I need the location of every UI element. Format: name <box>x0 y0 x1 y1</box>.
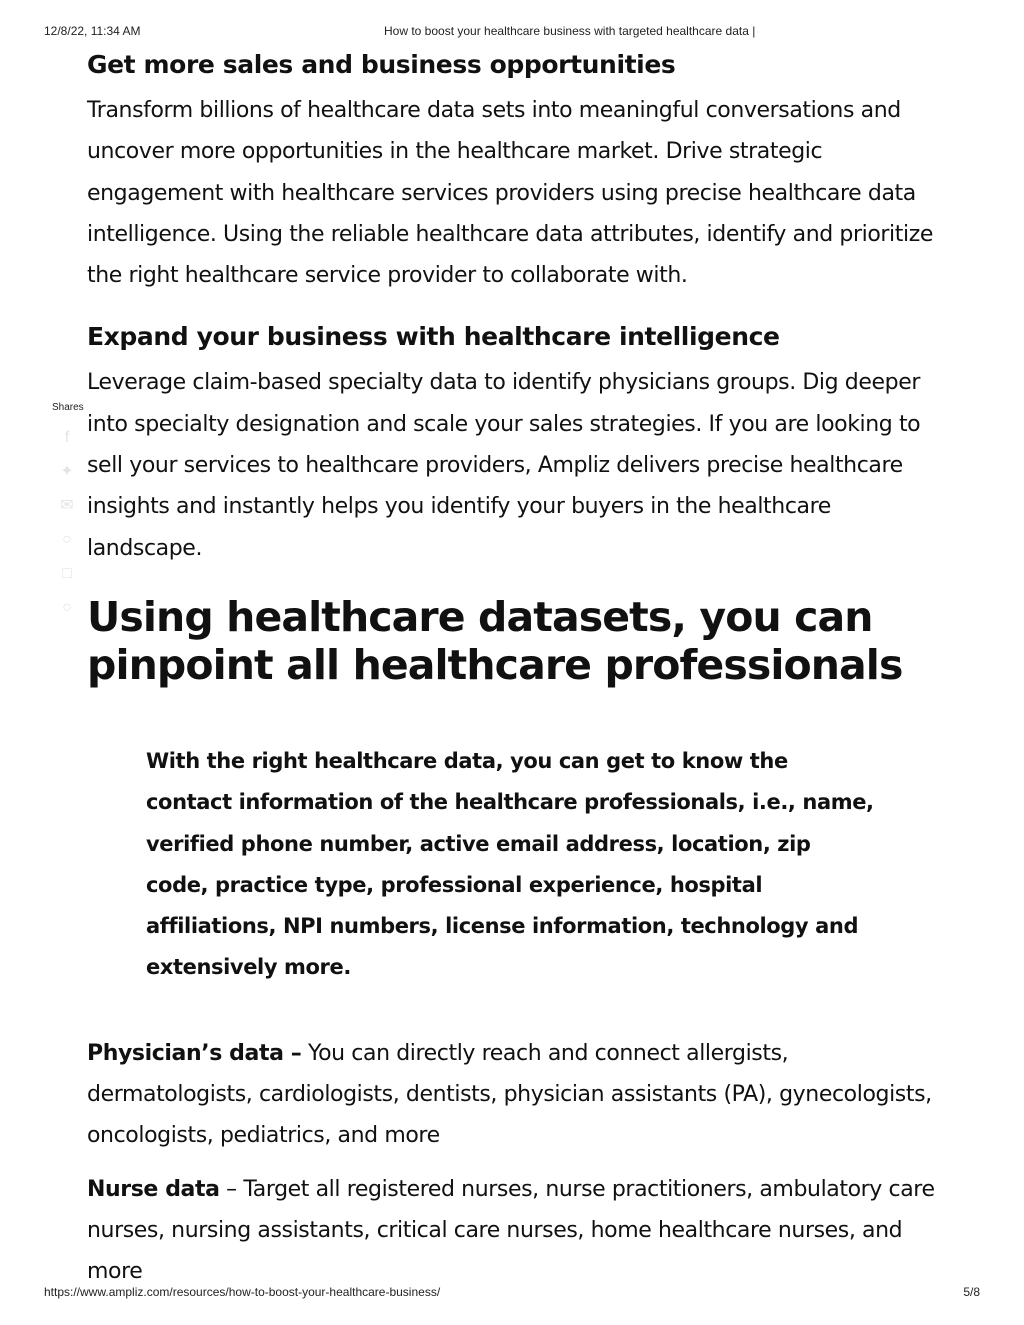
shares-label: Shares <box>52 402 84 413</box>
nurse-data-paragraph <box>87 1169 947 1293</box>
print-header <box>44 24 984 40</box>
physician-data-paragraph <box>87 1033 947 1157</box>
print-url: https://www.ampliz.com/resources/how-to-boost-your-healthcare-business/ <box>44 1285 441 1299</box>
physician-data-text: You can directly reach and connect allergists, dermatologists, cardiologists, dentists, physician assistants (PA), gynecologists, oncologists, pediatrics, and more <box>87 1040 932 1149</box>
pinpoint-callout: With the right healthcare data, you can get to know the contact information of the healthcare professionals, i.e., name, verified phone number, active email address, location, zip code, practice type, professional experience, hospital affiliations, NPI numbers, license information, technology and extensively more. <box>146 748 874 980</box>
section-heading-expand: Expand your business with healthcare intelligence <box>87 322 780 352</box>
twitter-icon[interactable]: ✦ <box>60 463 74 480</box>
facebook-icon[interactable]: f <box>64 429 70 446</box>
print-page-number: 5/8 <box>963 1285 980 1299</box>
print-footer <box>44 1285 980 1301</box>
pinterest-icon[interactable]: ○ <box>62 531 72 548</box>
article-content <box>87 44 947 1293</box>
linkedin-icon[interactable]: □ <box>62 565 72 582</box>
whatsapp-icon[interactable]: ○ <box>62 599 72 616</box>
physician-data-lead: Physician’s data – <box>87 1040 302 1066</box>
print-datetime: 12/8/22, 11:34 AM <box>44 24 141 38</box>
print-page-title: How to boost your healthcare business with targeted healthcare data | <box>384 24 756 38</box>
section-body-expand: Leverage claim-based specialty data to identify physicians groups. Dig deeper into specialty designation and scale your sales strategies. If you are looking to sell your services to healthcare providers, Ampliz delivers precise healthcare insights and instantly helps you identify your buyers in the healthcare landscape. <box>87 370 921 561</box>
share-sidebar <box>46 402 88 617</box>
nurse-data-lead: Nurse data <box>87 1176 220 1202</box>
email-icon[interactable]: ✉ <box>60 497 74 514</box>
section-heading-sales: Get more sales and business opportunities <box>87 50 676 79</box>
nurse-data-text: – Target all registered nurses, nurse practitioners, ambulatory care nurses, nursing assistants, critical care nurses, home healthcare nurses, and more <box>87 1176 935 1285</box>
section-heading-pinpoint: Using healthcare datasets, you can pinpoint all healthcare professionals <box>87 592 903 689</box>
section-body-sales: Transform billions of healthcare data sets into meaningful conversations and uncover more opportunities in the healthcare market. Drive strategic engagement with healthcare services providers using precise healthcare data intelligence. Using the reliable healthcare data attributes, identify and prioritize the right healthcare service provider to collaborate with. <box>87 98 933 289</box>
